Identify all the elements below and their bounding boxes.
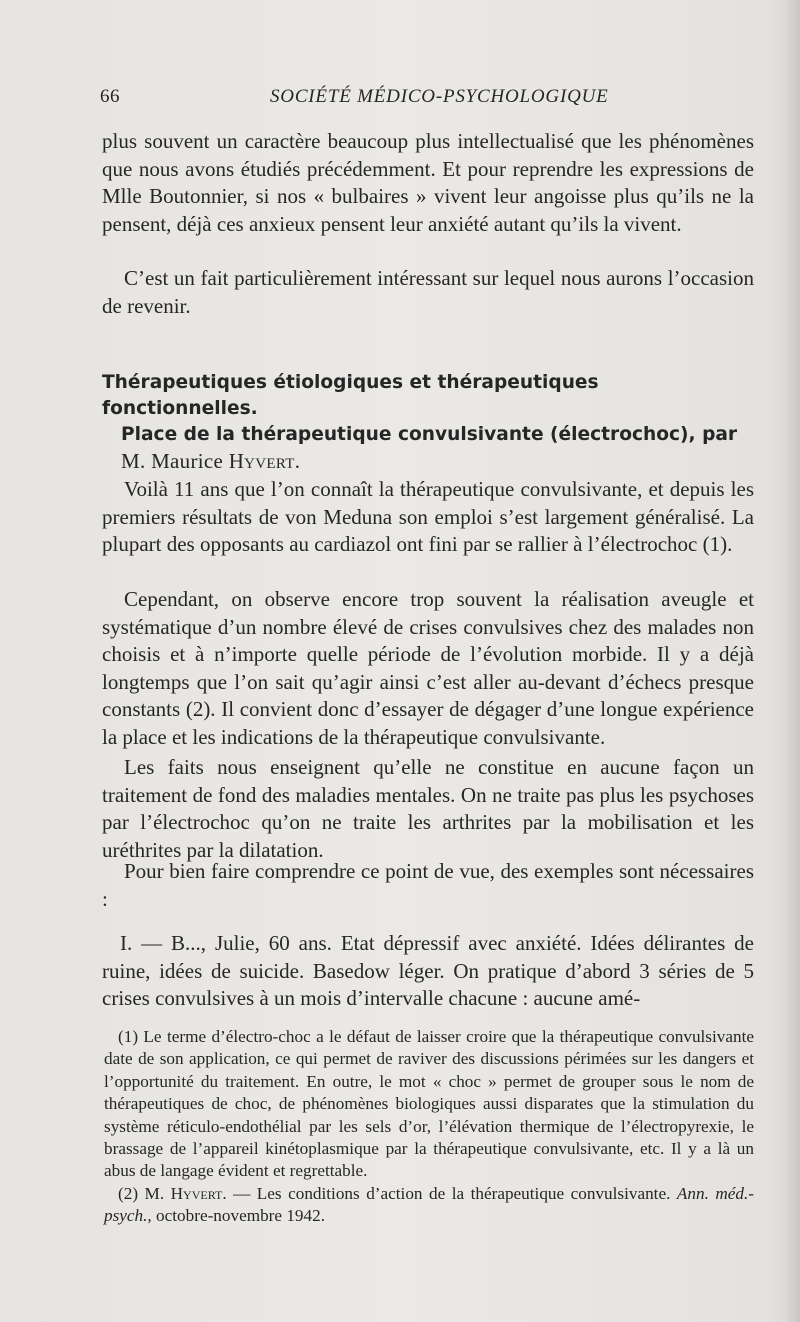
body-paragraph-3: Les faits nous enseignent qu’elle ne constitue en aucune façon un traitement de fond des maladies mentales. On ne traite pas plus les psychoses par l’électrochoc qu’on ne traite les arthrites par la mobilisation et les uréthrites par la dilatation. [102,755,754,862]
section-author [102,448,757,474]
intro-paragraph-1: plus souvent un caractère beaucoup plus intellectualisé que les phénomènes que nous avons étudiés précédemment. Et pour reprendre les expressions de Mlle Boutonnier, si nos « bulbaires » vivent leur angoisse plus qu’ils ne la pensent, déjà ces anxieux pensent leur anxiété autant qu’ils la vivent. [102,129,754,236]
page-header [100,86,760,116]
page-edge-shadow [784,0,800,1322]
footnote-1: (1) Le terme d’électro-choc a le défaut de laisser croire que la thérapeutique convulsivante date de son application, ce qui permet de raviver des discussions périmées sur les dangers et l’opportunité du traitement. En outre, le mot « choc » permet de grouper sous le nom de thérapeutiques de choc, de phénomènes biologiques aussi disparates que la stimulation du système réticulo-endothélial par les sels d’or, l’élévation thermique de l’électropyrexie, le brassage de l’appareil kinétoplasmique par la thérapeutique convulsivante, etc. Il y a là un abus de langage évident et regrettable. [104,1027,754,1181]
section-heading [102,370,757,474]
section-author-name: Hyvert. [228,449,301,473]
section-author-prefix: M. Maurice [121,449,224,473]
body-paragraph-1: Voilà 11 ans que l’on connaît la thérapeutique convulsivante, et depuis les premiers résultats de von Meduna son emploi s’est largement généralisé. La plupart des opposants au cardiazol ont fini par se rallier à l’électrochoc (1). [102,477,754,556]
intro-paragraph-2: C’est un fait particulièrement intéressant sur lequel nous aurons l’occasion de revenir. [102,266,754,318]
body-paragraph-4: Pour bien faire comprendre ce point de vue, des exemples sont nécessaires : [102,859,754,911]
footnote-2-author: Hyvert. [170,1183,227,1203]
footnote-2 [104,1183,754,1228]
running-title: SOCIÉTÉ MÉDICO-PSYCHOLOGIQUE [270,86,609,107]
footnote-2-prefix: (2) M. [118,1183,165,1203]
footnote-2-text: — Les conditions d’action de la thérapeutique convulsivante. [226,1183,677,1203]
footnote-2-journal: Ann. méd.-psych., [104,1183,755,1226]
section-title-line-1: Thérapeutiques étiologiques et thérapeutiques fonctionnelles. [102,372,599,419]
case-1-paragraph: I. — B..., Julie, 60 ans. Etat dépressif avec anxiété. Idées délirantes de ruine, idées de suicide. Basedow léger. On pratique d’abord 3 séries de 5 crises convulsives à un mois d’intervalle chacune : aucune amé- [102,931,754,1010]
body-paragraph-2: Cependant, on observe encore trop souvent la réalisation aveugle et systématique d’un nombre élevé de crises convulsives chez des malades non choisis et à n’importe quelle période de l’évolution morbide. Il y a déjà longtemps que l’on sait qu’agir ainsi c’est aller au-devant d’échecs presque constants (2). Il convient donc d’essayer de dégager d’une longue expérience la place et les indications de la thérapeutique convulsivante. [102,587,754,749]
page-number: 66 [100,86,120,107]
footnotes [104,1026,754,1228]
section-title-line-2: Place de la thérapeutique convulsivante (électrochoc), par [121,424,738,445]
footnote-2-date: octobre-novembre 1942. [151,1206,325,1226]
